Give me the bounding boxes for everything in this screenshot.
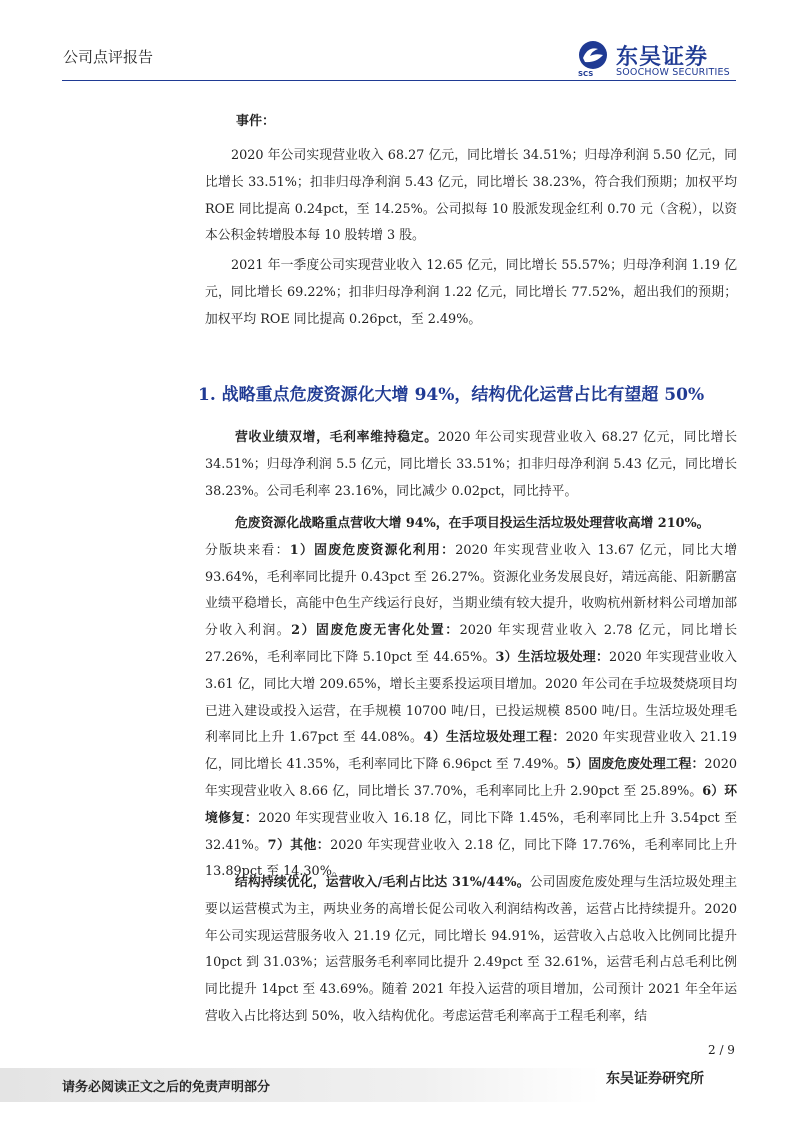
segment-1-body: 2020 年实现营业收入 13.67 亿元，同比大增 93.64%，毛利率同比提升 0.43pct 至 26.27%。资源化业务发展良好，靖远高能、阳新鹏富业绩平稳增长，高能中色生产线运行良好，当期业绩有较大提升，收购杭州新材料公司增加部分收入利润。: [205, 542, 738, 639]
event-paragraph-annual: 2020 年公司实现营业收入 68.27 亿元，同比增长 34.51%；归母净利润 5.50 亿元，同比增长 33.51%；扣非归母净利润 5.43 亿元，同比增长 38.23%，符合我们预期；加权平均 ROE 同比提高 0.24pct，至 14.25%。公司拟每 10 股派发现金红利 0.70 元（含税），以资本公积金转增股本每 10 股转增 3 股。: [205, 148, 737, 244]
logo-mark-text: SCS: [578, 70, 594, 78]
revenue-profit-body: 2020 年公司实现营业收入 68.27 亿元，同比增长 34.51%；归母净利润 5.5 亿元，同比增长 33.51%；扣非归母净利润 5.43 亿元，同比增长 38.23%。公司毛利率 23.16%，同比减少 0.02pct，同比持平。: [205, 430, 737, 499]
logo-english-name: SOOCHOW SECURITIES: [616, 67, 730, 78]
segment-7-body: 2020 年实现营业收入 2.18 亿，同比下降 17.76%，毛利率同比上升 13.89pct 至 14.30%。: [205, 837, 737, 880]
segment-4-body: 2020 年实现营业收入 21.19 亿，同比增长 41.35%，毛利率同比下降 6.96pct 至 7.49%。: [205, 730, 738, 773]
report-type-label: 公司点评报告: [63, 48, 154, 66]
segment-6-body: 2020 年实现营业收入 16.18 亿，同比下降 1.45%，毛利率同比上升 3.54pct 至 32.41%。: [205, 810, 738, 853]
soochow-logo-icon: [576, 40, 610, 74]
structure-lead: 结构持续优化，运营收入/毛利占比达 31%/44%。: [235, 875, 530, 890]
page-number: 2 / 9: [708, 1043, 735, 1057]
segments-lead: 危废资源化战略重点营收大增 94%，在手项目投运生活垃圾处理营收高增 210%。: [235, 516, 710, 531]
segments-paragraph: [205, 511, 737, 886]
logo-chinese-name: 东吴证券: [616, 45, 709, 70]
segment-7-label: 7）其他：: [267, 837, 331, 853]
revenue-profit-lead: 营收业绩双增，毛利率维持稳定。: [235, 430, 438, 445]
segment-3-body: 2020 年实现营业收入 3.61 亿，同比大增 209.65%，增长主要系投运项目增加。2020 年公司在手垃圾焚烧项目均已进入建设或投入运营，在手规模 10700 吨/日，已投运规模 8500 吨/日。生活垃圾处理毛利率同比上升 1.67pct 至 44.08%。: [205, 649, 737, 746]
segment-1-label: 1）固废危废资源化利用：: [289, 542, 456, 558]
segment-2-body: 2020 年实现营业收入 2.78 亿元，同比增长 27.26%，毛利率同比下降 5.10pct 至 44.65%。: [205, 623, 737, 665]
revenue-profit-paragraph: [205, 425, 737, 505]
segment-4-label: 4）生活垃圾处理工程：: [423, 730, 566, 746]
footer-disclaimer: 请务必阅读正文之后的免责声明部分: [62, 1080, 271, 1095]
company-logo: [576, 38, 746, 80]
segments-intro: 分版块来看：: [205, 542, 290, 558]
segment-5-label: 5）固废危废处理工程：: [566, 757, 705, 773]
segment-3-label: 3）生活垃圾处理：: [495, 649, 610, 665]
footer-institute: 东吴证券研究所: [606, 1071, 704, 1087]
header-divider: [62, 80, 736, 81]
section-1-title: 1. 战略重点危废资源化大增 94%，结构优化运营占比有望超 50%: [198, 385, 705, 405]
segment-2-label: 2）固废危废无害化处置：: [291, 623, 460, 639]
event-heading: 事件：: [236, 114, 276, 129]
event-paragraph-q1: 2021 年一季度公司实现营业收入 12.65 亿元，同比增长 55.57%；归母净利润 1.19 亿元，同比增长 69.22%；扣非归母净利润 1.22 亿元，同比增长 77.52%，超出我们的预期；加权平均 ROE 同比提高 0.26pct，至 2.49%。: [205, 258, 737, 327]
structure-paragraph: [205, 870, 737, 1031]
structure-body: 公司固废危废处理与生活垃圾处理主要以运营模式为主，两块业务的高增长促公司收入利润结构改善，运营占比持续提升。2020 年公司实现运营服务收入 21.19 亿元，同比增长 94.91%，运营收入占总收入比例同比提升 10pct 到 31.03%；运营服务毛利率同比提升 2.49pct 至 32.61%，运营毛利占总毛利比例同比提升 14pct 至 43.69%。随着 2021 年投入运营的项目增加，公司预计 2021 年全年运营收入占比将达到 50%，收入结构优化。考虑运营毛利率高于工程毛利率，结: [205, 875, 737, 1024]
segment-5-body: 2020 年实现营业收入 8.66 亿，同比增长 37.70%，毛利率同比上升 2.90pct 至 25.89%。: [205, 757, 737, 799]
segment-6-label: 6）环境修复：: [205, 783, 738, 826]
